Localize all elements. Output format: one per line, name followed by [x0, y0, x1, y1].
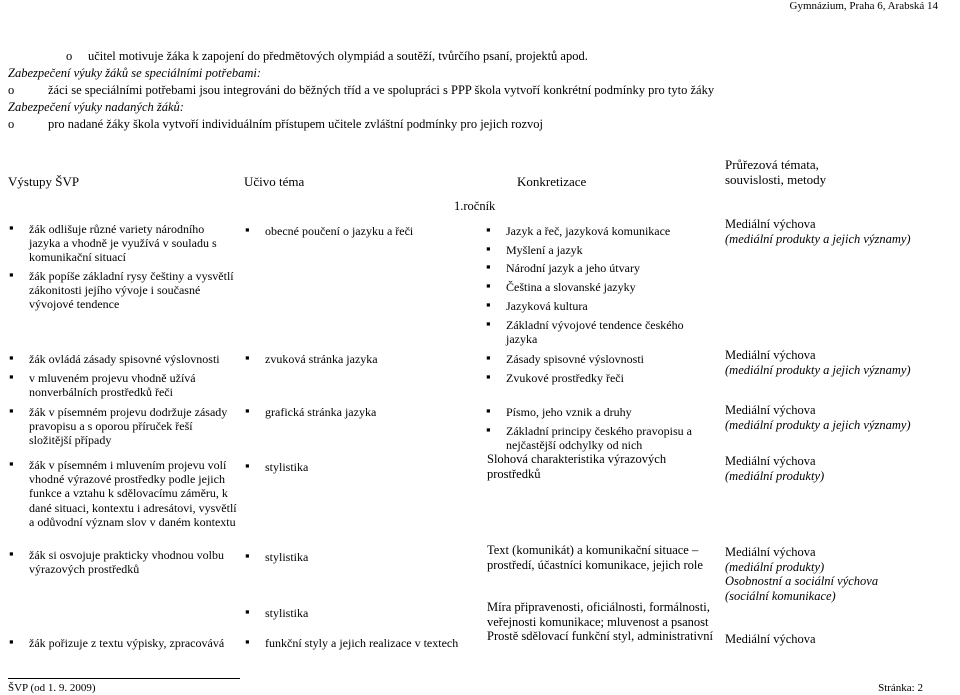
row3-details: [485, 405, 713, 453]
list-item: ▪ Základní principy českého pravopisu a nejčastější odchylky od nich: [485, 424, 713, 452]
list-item: ▪ Písmo, jeho vznik a druhy: [485, 405, 713, 419]
intro-text: pro nadané žáky škola vytvoří individuálním přístupem učitele zvláštní podmínky pro jejich rozvoj: [48, 117, 544, 131]
header-cross: Průřezová témata, souvislosti, metody: [725, 157, 827, 187]
row3-topic: [244, 405, 474, 419]
list-item: ▪ žák odlišuje různé variety národního jazyka a vhodně je využívá v souladu s komunikační situací: [8, 222, 238, 265]
list-item: ▪ žák ovládá zásady spisovné výslovnosti: [8, 352, 238, 366]
cross-note: (sociální komunikace): [725, 588, 836, 603]
intro-line-3: [8, 82, 953, 99]
row3-outputs: [8, 405, 238, 448]
intro-heading-gifted: Zabezpečení výuky nadaných žáků:: [8, 100, 184, 114]
row4-topic: [244, 460, 474, 474]
cross-topic: Mediální výchova: [725, 348, 816, 362]
list-item: ▪ obecné poučení o jazyku a řeči: [244, 224, 474, 238]
cross-note: (mediální produkty): [725, 559, 825, 574]
header-outputs: Výstupy ŠVP: [8, 174, 80, 189]
row4-outputs: [8, 458, 238, 529]
row6-topic: [244, 606, 474, 620]
intro-section: [8, 48, 953, 133]
page-number: Stránka: 2: [878, 682, 923, 694]
intro-text: učitel motivuje žáka k zapojení do předmětových olympiád a soutěží, tvůrčího psaní, projektů apod.: [88, 49, 588, 63]
list-item: ▪ grafická stránka jazyka: [244, 405, 474, 419]
list-item: ▪ zvuková stránka jazyka: [244, 352, 474, 366]
cross-topic: Mediální výchova: [725, 545, 816, 559]
row2-topic: [244, 352, 474, 366]
intro-heading-special: Zabezpečení výuky žáků se speciálními potřebami:: [8, 66, 262, 80]
cross-topic: Mediální výchova: [725, 403, 816, 417]
circle-bullet: o: [66, 49, 73, 63]
intro-line-5: [8, 116, 953, 133]
row5-cross: [725, 545, 878, 603]
footer-divider: [8, 678, 240, 679]
list-item: ▪ funkční styly a jejich realizace v textech: [244, 636, 484, 650]
row7-details: Prostě sdělovací funkční styl, administrativní: [487, 629, 714, 643]
list-item: ▪ v mluveném projevu vhodně užívá nonverbálních prostředků řeči: [8, 371, 238, 399]
row5-topic: [244, 550, 474, 564]
list-item: ▪ žák popíše základní rysy češtiny a vysvětlí zákonitosti jejího vývoje i současné vývojové tendence: [8, 269, 238, 312]
circle-bullet: o: [8, 117, 15, 131]
list-item: ▪ Národní jazyk a jeho útvary: [485, 261, 723, 275]
header-details: Konkretizace: [517, 174, 587, 189]
list-item: ▪ Jazyk a řeč, jazyková komunikace: [485, 224, 723, 238]
list-item: ▪ stylistika: [244, 606, 474, 620]
row7-topic: [244, 636, 484, 650]
cross-note: (mediální produkty a jejich významy): [725, 417, 911, 432]
footer-left: ŠVP (od 1. 9. 2009): [8, 682, 96, 694]
list-item: ▪ Základní vývojové tendence českého jazyka: [485, 318, 706, 346]
cross-note: (mediální produkty a jejich významy): [725, 362, 911, 377]
list-item: ▪ žák v písemném i mluvením projevu volí vhodné výrazové prostředky podle jejich funkce a vztahu k sdělovacímu záměru, k dané situaci, kontextu i adresátovi, vysvětlí a odůvodní význam slov v daném kontextu: [8, 458, 238, 529]
list-item: ▪ Myšlení a jazyk: [485, 243, 723, 257]
cross-topic: Mediální výchova: [725, 454, 816, 468]
list-item: ▪ Čeština a slovanské jazyky: [485, 280, 723, 294]
cross-note: (mediální produkty a jejich významy): [725, 231, 911, 246]
row4-details: Slohová charakteristika výrazových prostředků: [487, 452, 667, 481]
row5-outputs: [8, 548, 238, 576]
list-item: ▪ žák pořizuje z textu výpisky, zpracovává: [8, 636, 243, 650]
cross-topic: Mediální výchova: [725, 632, 816, 646]
row1-cross: [725, 217, 911, 246]
row3-cross: [725, 403, 911, 432]
list-item: ▪ Zásady spisovné výslovnosti: [485, 352, 723, 366]
list-item: ▪ žák si osvojuje prakticky vhodnou volbu výrazových prostředků: [8, 548, 238, 576]
list-item: ▪ žák v písemném projevu dodržuje zásady pravopisu a s oporou příruček řeší složitější případy: [8, 405, 238, 448]
grade-label: 1.ročník: [454, 199, 496, 213]
circle-bullet: o: [8, 83, 15, 97]
row2-details: [485, 352, 723, 385]
row5-details: Text (komunikát) a komunikační situace – prostředí, účastníci komunikace, jejich role: [487, 543, 703, 572]
row7-cross: [725, 632, 816, 647]
row7-outputs: [8, 636, 243, 650]
row4-cross: [725, 454, 824, 483]
intro-line-1: [8, 48, 953, 65]
list-item: ▪ stylistika: [244, 460, 474, 474]
cross-note: (mediální produkty): [725, 468, 825, 483]
list-item: ▪ stylistika: [244, 550, 474, 564]
list-item: ▪ Jazyková kultura: [485, 299, 723, 313]
row1-outputs: [8, 222, 238, 315]
intro-text: žáci se speciálními potřebami jsou integrováni do běžných tříd a ve spolupráci s PPP škola vytvoří konkrétní podmínky pro tyto žáky: [48, 83, 715, 97]
row1-topic: [244, 224, 474, 238]
row6-details: Míra připravenosti, oficiálnosti, formálnosti, veřejnosti komunikace; mluvenost a psanost: [487, 600, 710, 629]
cross-topic: Osobnostní a sociální výchova: [725, 574, 879, 588]
list-item: ▪ Zvukové prostředky řeči: [485, 371, 723, 385]
row2-outputs: [8, 352, 238, 400]
cross-topic: Mediální výchova: [725, 217, 816, 231]
row1-details: [485, 224, 723, 346]
row2-cross: [725, 348, 911, 377]
page-header: Gymnázium, Praha 6, Arabská 14: [789, 0, 938, 12]
header-topic: Učivo téma: [244, 174, 305, 189]
